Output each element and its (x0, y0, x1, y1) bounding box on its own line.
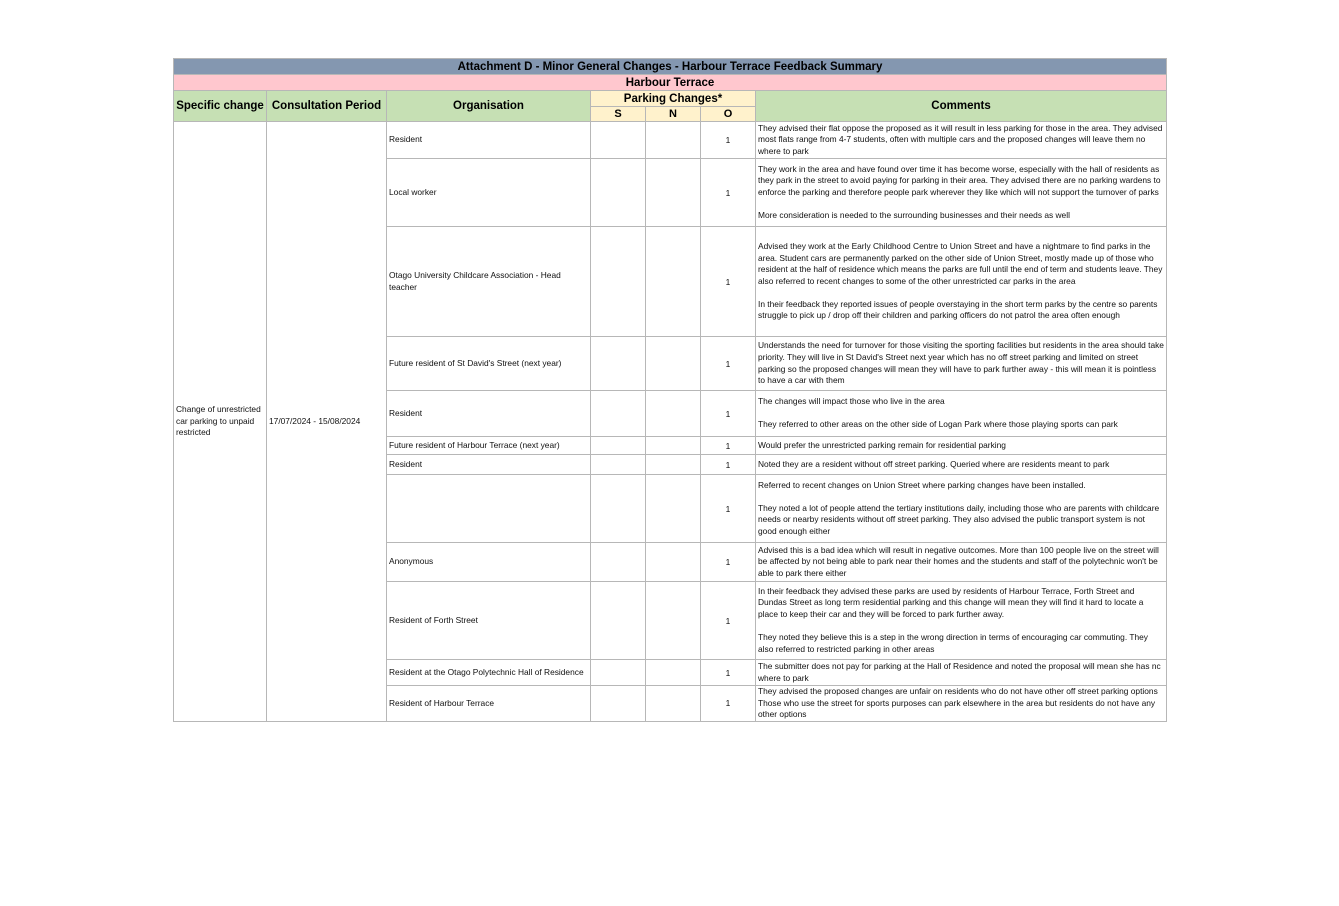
comment-cell: The submitter does not pay for parking at the Hall of Residence and noted the proposal will mean she has nc where to park (756, 660, 1167, 686)
header-o: O (701, 107, 756, 122)
table-title: Attachment D - Minor General Changes - Harbour Terrace Feedback Summary (174, 59, 1167, 75)
parking-s-cell (591, 475, 646, 543)
parking-n-cell (646, 660, 701, 686)
parking-s-cell (591, 437, 646, 455)
header-specific-change: Specific change (174, 91, 267, 122)
parking-n-cell (646, 543, 701, 582)
parking-o-cell: 1 (701, 582, 756, 660)
header-s: S (591, 107, 646, 122)
header-organisation: Organisation (387, 91, 591, 122)
parking-n-cell (646, 455, 701, 475)
parking-s-cell (591, 337, 646, 391)
organisation-cell: Future resident of Harbour Terrace (next year) (387, 437, 591, 455)
comment-cell: Referred to recent changes on Union Street where parking changes have been installed. They noted a lot of people attend the tertiary institutions daily, including those who are parents with childcare needs or nearby residents without off street parking. They also advised the public transport system is not good enough either (756, 475, 1167, 543)
parking-n-cell (646, 227, 701, 337)
location-subtitle: Harbour Terrace (174, 75, 1167, 91)
organisation-cell: Future resident of St David's Street (next year) (387, 337, 591, 391)
parking-n-cell (646, 686, 701, 722)
parking-n-cell (646, 475, 701, 543)
comment-cell: They advised their flat oppose the proposed as it will result in less parking for those in the area. They advised most flats range from 4-7 students, often with multiple cars and the proposed changes will leave them no where to park (756, 122, 1167, 159)
consultation-period-cell: 17/07/2024 - 15/08/2024 (267, 122, 387, 722)
parking-o-cell: 1 (701, 686, 756, 722)
parking-o-cell: 1 (701, 660, 756, 686)
parking-o-cell: 1 (701, 475, 756, 543)
parking-n-cell (646, 437, 701, 455)
parking-o-cell: 1 (701, 337, 756, 391)
parking-n-cell (646, 122, 701, 159)
parking-n-cell (646, 159, 701, 227)
parking-s-cell (591, 159, 646, 227)
parking-o-cell: 1 (701, 122, 756, 159)
comment-cell: The changes will impact those who live in the area They referred to other areas on the other side of Logan Park where those playing sports can park (756, 391, 1167, 437)
comment-cell: Advised this is a bad idea which will result in negative outcomes. More than 100 people live on the street will be affected by not being able to park near their homes and the students and staff of the polytechnic won't be able to park there either (756, 543, 1167, 582)
comment-cell: Advised they work at the Early Childhood Centre to Union Street and have a nightmare to find parks in the area. Student cars are permanently parked on the other side of Union Street, mostly made up of those who resident at the half of residence which means the parks are full until the end of term and students leave. They also referred to recent changes to some of the other unrestricted car parks in the area In their feedback they reported issues of people overstaying in the short term parks by the centre so parents struggle to pick up / drop off their children and parking officers do not patrol the area often enough (756, 227, 1167, 337)
parking-o-cell: 1 (701, 455, 756, 475)
parking-s-cell (591, 227, 646, 337)
parking-o-cell: 1 (701, 227, 756, 337)
organisation-cell: Resident (387, 391, 591, 437)
parking-n-cell (646, 582, 701, 660)
parking-s-cell (591, 543, 646, 582)
specific-change-cell: Change of unrestricted car parking to unpaid restricted (174, 122, 267, 722)
organisation-cell: Resident of Harbour Terrace (387, 686, 591, 722)
organisation-cell: Resident at the Otago Polytechnic Hall of Residence (387, 660, 591, 686)
organisation-cell: Anonymous (387, 543, 591, 582)
comment-cell: They advised the proposed changes are unfair on residents who do not have other off street parking options Those who use the street for sports purposes can park elsewhere in the area but residents do not have any other options (756, 686, 1167, 722)
comment-cell: In their feedback they advised these parks are used by residents of Harbour Terrace, Forth Street and Dundas Street as long term residential parking and this change will mean they will find it hard to locate a place to keep their car and they will be forced to park further away. They noted they believe this is a step in the wrong direction in terms of encouraging car commuting. They also referred to restricted parking in other areas (756, 582, 1167, 660)
organisation-cell: Local worker (387, 159, 591, 227)
parking-s-cell (591, 660, 646, 686)
header-parking-changes: Parking Changes* (591, 91, 756, 107)
parking-n-cell (646, 391, 701, 437)
organisation-cell (387, 475, 591, 543)
comment-cell: Understands the need for turnover for those visiting the sporting facilities but residents in the area should take priority. They will live in St David's Street next year which has no off street parking and limited on street parking so the proposed changes will mean they will have to park further away - this will mean it is pointless to have a car with them (756, 337, 1167, 391)
parking-s-cell (591, 391, 646, 437)
parking-o-cell: 1 (701, 543, 756, 582)
table-row (174, 122, 1167, 159)
header-n: N (646, 107, 701, 122)
parking-s-cell (591, 455, 646, 475)
parking-o-cell: 1 (701, 159, 756, 227)
feedback-summary-table (173, 58, 1167, 722)
parking-o-cell: 1 (701, 391, 756, 437)
parking-o-cell: 1 (701, 437, 756, 455)
organisation-cell: Otago University Childcare Association - Head teacher (387, 227, 591, 337)
parking-n-cell (646, 337, 701, 391)
organisation-cell: Resident (387, 122, 591, 159)
header-comments: Comments (756, 91, 1167, 122)
parking-s-cell (591, 122, 646, 159)
organisation-cell: Resident of Forth Street (387, 582, 591, 660)
parking-s-cell (591, 582, 646, 660)
header-consultation-period: Consultation Period (267, 91, 387, 122)
organisation-cell: Resident (387, 455, 591, 475)
comment-cell: Would prefer the unrestricted parking remain for residential parking (756, 437, 1167, 455)
comment-cell: Noted they are a resident without off street parking. Queried where are residents meant to park (756, 455, 1167, 475)
parking-s-cell (591, 686, 646, 722)
comment-cell: They work in the area and have found over time it has become worse, especially with the hall of residents as they park in the street to avoid paying for parking in their area. They advised there are no parking wardens to enforce the parking and therefore people park wherever they like which will not support the turnover of parks More consideration is needed to the surrounding businesses and their needs as well (756, 159, 1167, 227)
